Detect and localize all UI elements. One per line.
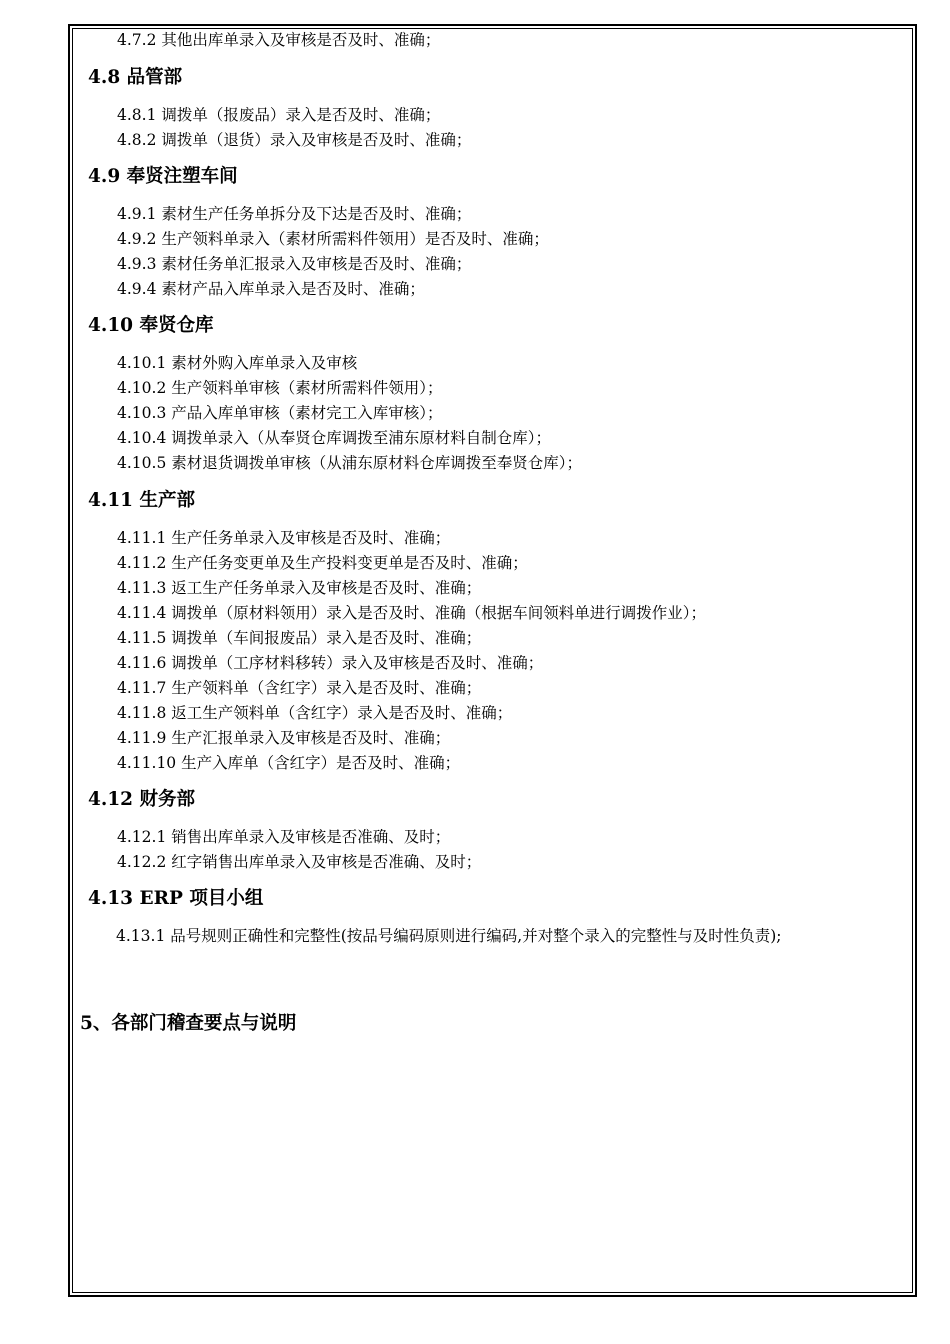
item-4-11-5: 4.11.5 调拨单（车间报废品）录入是否及时、准确； — [117, 629, 482, 647]
item-4-11-8: 4.11.8 返工生产领料单（含红字）录入是否及时、准确； — [117, 704, 513, 722]
section-5-title: 5、各部门稽查要点与说明 — [80, 1013, 297, 1034]
item-4-10-4: 4.10.4 调拨单录入（从奉贤仓库调拨至浦东原材料自制仓库）； — [117, 429, 551, 447]
item-4-8-2: 4.8.2 调拨单（退货）录入及审核是否及时、准确； — [117, 131, 472, 149]
item-4-11-4: 4.11.4 调拨单（原材料领用）录入是否及时、准确（根据车间领料单进行调拨作业）； — [117, 604, 706, 622]
item-4-12-2: 4.12.2 红字销售出库单录入及审核是否准确、及时； — [117, 853, 482, 871]
heading-4-10: 4.10 奉贤仓库 — [88, 315, 214, 336]
item-4-11-1: 4.11.1 生产任务单录入及审核是否及时、准确； — [117, 529, 451, 547]
item-4-9-2: 4.9.2 生产领料单录入（素材所需料件领用）是否及时、准确； — [117, 230, 549, 248]
item-4-11-3: 4.11.3 返工生产任务单录入及审核是否及时、准确； — [117, 579, 482, 597]
item-4-11-6: 4.11.6 调拨单（工序材料移转）录入及审核是否及时、准确； — [117, 654, 544, 672]
heading-4-12: 4.12 财务部 — [88, 789, 195, 810]
item-4-9-4: 4.9.4 素材产品入库单录入是否及时、准确； — [117, 280, 425, 298]
item-4-8-1: 4.8.1 调拨单（报废品）录入是否及时、准确； — [117, 106, 441, 124]
item-4-10-5: 4.10.5 素材退货调拨单审核（从浦东原材料仓库调拨至奉贤仓库）； — [117, 454, 582, 472]
item-4-11-2: 4.11.2 生产任务变更单及生产投料变更单是否及时、准确； — [117, 554, 528, 572]
item-4-9-3: 4.9.3 素材任务单汇报录入及审核是否及时、准确； — [117, 255, 472, 273]
item-4-11-10: 4.11.10 生产入库单（含红字）是否及时、准确； — [117, 754, 461, 772]
item-4-12-1: 4.12.1 销售出库单录入及审核是否准确、及时； — [117, 828, 451, 846]
heading-4-11: 4.11 生产部 — [88, 490, 195, 511]
heading-4-8: 4.8 品管部 — [88, 67, 183, 88]
item-4-11-9: 4.11.9 生产汇报单录入及审核是否及时、准确； — [117, 729, 451, 747]
item-4-11-7: 4.11.7 生产领料单（含红字）录入是否及时、准确； — [117, 679, 482, 697]
heading-4-9: 4.9 奉贤注塑车间 — [88, 166, 238, 187]
item-4-9-1: 4.9.1 素材生产任务单拆分及下达是否及时、准确； — [117, 205, 472, 223]
heading-4-13: 4.13 ERP 项目小组 — [88, 888, 264, 909]
item-4-10-2: 4.10.2 生产领料单审核（素材所需料件领用）； — [117, 379, 443, 397]
item-4-10-3: 4.10.3 产品入库单审核（素材完工入库审核）； — [117, 404, 443, 422]
item-4-7-2: 4.7.2 其他出库单录入及审核是否及时、准确； — [117, 31, 441, 49]
item-4-10-1: 4.10.1 素材外购入库单录入及审核 — [117, 354, 358, 372]
item-4-13-1: 4.13.1 品号规则正确性和完整性(按品号编码原则进行编码,并对整个录入的完整性与及时性负责); — [116, 927, 782, 945]
